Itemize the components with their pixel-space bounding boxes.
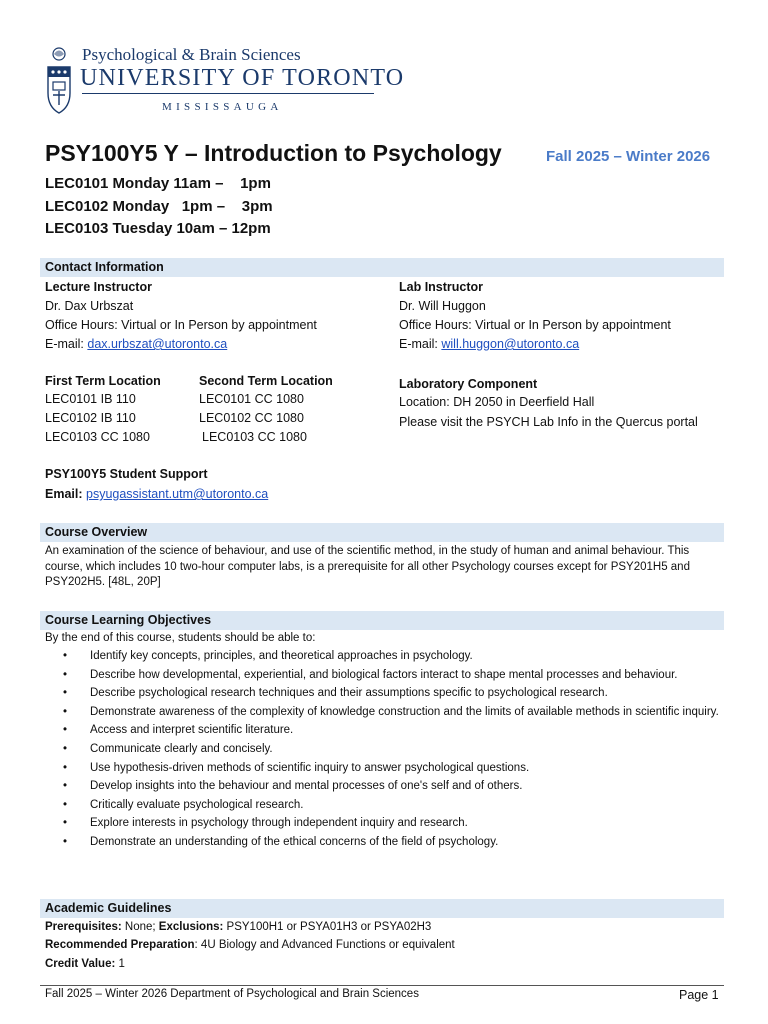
logo-university-name: UNIVERSITY OF TORONTO xyxy=(80,65,405,91)
preparation-row xyxy=(45,938,455,953)
lecture-email-link[interactable]: dax.urbszat@utoronto.ca xyxy=(87,337,228,351)
support-email-row xyxy=(45,487,268,502)
first-term-heading: First Term Location xyxy=(45,374,161,388)
overview-text: An examination of the science of behaviour, and use of the scientific method, in the study of human and animal behaviour. This course, which includes 10 two-hour computer labs, is a prerequisite for all other Psychology courses except for PSY201H5 and PSY202H5. [48L, 20P] xyxy=(45,545,690,588)
exclusions-label: Exclusions: xyxy=(158,921,224,933)
crest-icon xyxy=(44,45,74,115)
lecture-section-1: LEC0101 Monday 11am – 1pm xyxy=(45,175,271,192)
lab-quercus-note: Please visit the PSYCH Lab Info in the Quercus portal xyxy=(399,415,698,429)
objectives-list xyxy=(60,648,720,853)
lecture-instructor-heading: Lecture Instructor xyxy=(45,280,152,294)
objective-item: • Critically evaluate psychological research. xyxy=(60,797,720,813)
lab-instructor-heading: Lab Instructor xyxy=(399,280,484,294)
first-term-location-3: LEC0103 CC 1080 xyxy=(45,430,150,444)
objective-item: • Access and interpret scientific literature. xyxy=(60,722,720,738)
objective-item: • Describe psychological research techniques and their assumptions specific to psychological research. xyxy=(60,685,720,701)
objective-item: • Demonstrate awareness of the complexity of knowledge construction and the limits of available methods in scientific inquiry. xyxy=(60,704,720,720)
objective-item: • Use hypothesis-driven methods of scientific inquiry to answer psychological questions. xyxy=(60,760,720,776)
objective-item: • Describe how developmental, experiential, and biological factors interact to shape mental processes and behaviour. xyxy=(60,667,720,683)
second-term-location-3: LEC0103 CC 1080 xyxy=(202,430,307,444)
first-term-location-1: LEC0101 IB 110 xyxy=(45,392,136,406)
objective-item: • Communicate clearly and concisely. xyxy=(60,741,720,757)
lecture-instructor-name: Dr. Dax Urbszat xyxy=(45,299,134,313)
university-logo xyxy=(44,43,405,119)
second-term-heading: Second Term Location xyxy=(199,374,333,388)
preparation-value: : 4U Biology and Advanced Functions or equivalent xyxy=(194,939,455,951)
support-email-link[interactable]: psyugassistant.utm@utoronto.ca xyxy=(86,487,269,501)
objective-item: • Demonstrate an understanding of the ethical concerns of the field of psychology. xyxy=(60,834,720,850)
lab-location: Location: DH 2050 in Deerfield Hall xyxy=(399,395,595,409)
preparation-label: Recommended Preparation xyxy=(45,939,195,951)
course-title: PSY100Y5 Y – Introduction to Psychology xyxy=(45,140,502,166)
credit-label: Credit Value: xyxy=(45,958,116,970)
lab-instructor-name: Dr. Will Huggon xyxy=(399,299,486,313)
second-term-location-2: LEC0102 CC 1080 xyxy=(199,411,304,425)
lab-office-hours: Office Hours: Virtual or In Person by appointment xyxy=(399,318,671,332)
objectives-intro: By the end of this course, students should be able to: xyxy=(45,632,316,644)
overview-heading: Course Overview xyxy=(40,523,724,542)
lecture-office-hours: Office Hours: Virtual or In Person by appointment xyxy=(45,318,317,332)
objective-item: • Explore interests in psychology through independent inquiry and research. xyxy=(60,815,720,831)
student-support-heading: PSY100Y5 Student Support xyxy=(45,467,208,481)
contact-heading: Contact Information xyxy=(40,258,724,277)
email-label: E-mail: xyxy=(45,337,88,351)
credit-row xyxy=(45,957,125,972)
lab-email-row xyxy=(399,337,579,352)
course-term: Fall 2025 – Winter 2026 xyxy=(546,148,711,165)
exclusions-value: PSY100H1 or PSYA01H3 or PSYA02H3 xyxy=(223,921,432,933)
email-label: E-mail: xyxy=(399,337,442,351)
lab-email-link[interactable]: will.huggon@utoronto.ca xyxy=(441,337,580,351)
objective-item: • Develop insights into the behaviour and mental processes of one's self and of others. xyxy=(60,778,720,794)
logo-divider xyxy=(82,93,374,94)
prerequisites-value: None; xyxy=(121,921,159,933)
prerequisites-row xyxy=(45,920,431,935)
lecture-email-row xyxy=(45,337,227,352)
lecture-section-2: LEC0102 Monday 1pm – 3pm xyxy=(45,198,273,215)
prerequisites-label: Prerequisites: xyxy=(45,921,122,933)
objectives-heading: Course Learning Objectives xyxy=(40,611,724,630)
second-term-location-1: LEC0101 CC 1080 xyxy=(199,392,304,406)
logo-department-name: Psychological & Brain Sciences xyxy=(82,45,301,64)
support-email-label: Email: xyxy=(45,487,86,501)
page-number: Page 1 xyxy=(679,988,719,1002)
lecture-section-3: LEC0103 Tuesday 10am – 12pm xyxy=(45,220,271,237)
lab-component-heading: Laboratory Component xyxy=(399,377,538,391)
footer-divider xyxy=(40,985,724,986)
first-term-location-2: LEC0102 IB 110 xyxy=(45,411,136,425)
guidelines-heading: Academic Guidelines xyxy=(40,899,724,918)
logo-campus-name: MISSISSAUGA xyxy=(162,101,283,113)
credit-value: 1 xyxy=(115,958,125,970)
footer-text: Fall 2025 – Winter 2026 Department of Psychological and Brain Sciences xyxy=(45,988,419,1000)
objective-item: • Identify key concepts, principles, and theoretical approaches in psychology. xyxy=(60,648,720,664)
